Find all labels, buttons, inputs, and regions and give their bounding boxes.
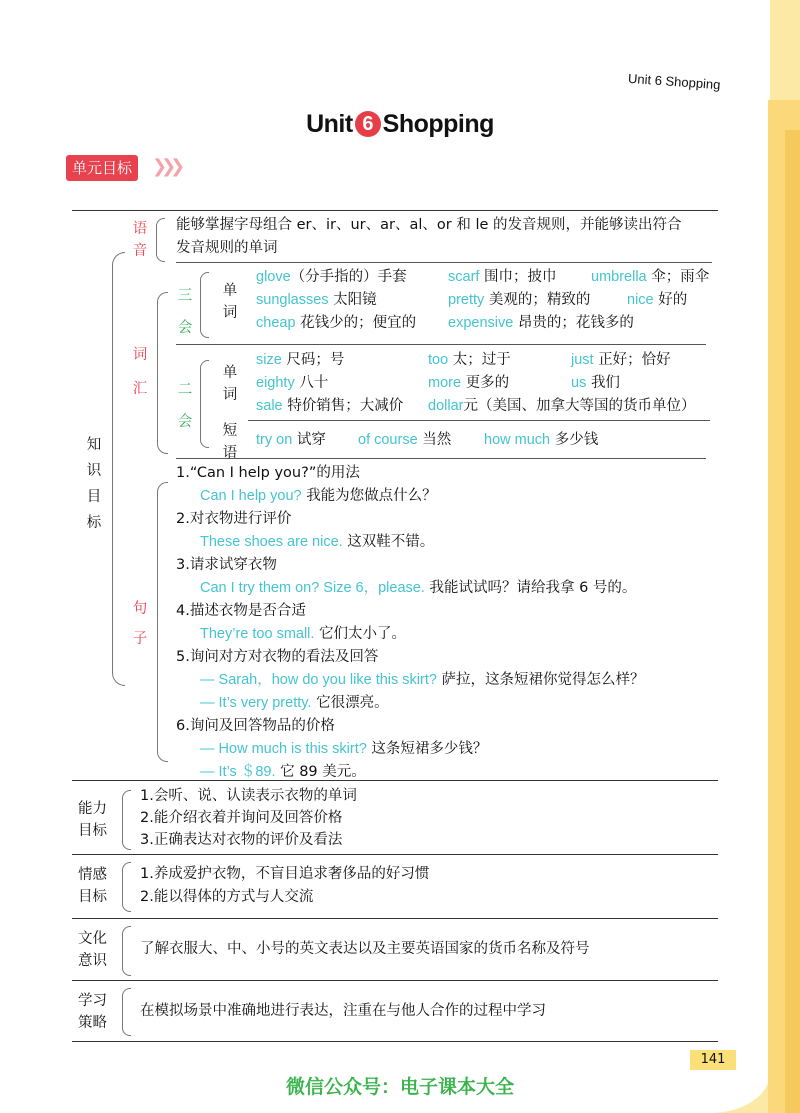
erhui-phrase-label [222,420,238,464]
vocab-item: more 更多的 [428,375,510,391]
table-rule [72,980,718,981]
sentence-example: Can I help you? 我能为您做点什么？ [200,488,437,504]
title-unit: Unit [306,110,353,138]
label-char: 汇 [132,381,148,397]
label-char: 三 [177,288,193,304]
label-char: 音 [132,243,148,259]
row-rule [176,262,712,263]
emotion-label [78,864,107,908]
page-number: 141 [690,1050,736,1070]
culture-text: 了解衣服大、中、小号的英文表达以及主要英语国家的货币名称及符号 [140,941,590,957]
vocab-item: glove（分手指的）手套 [256,269,407,285]
culture-brace [122,926,131,976]
running-head: Unit 6 Shopping [627,70,721,93]
sanhui-word-label [222,280,238,324]
sentence-heading: 6.询问及回答物品的价格 [176,718,335,734]
strategy-label [78,990,107,1034]
pronunciation-label [132,218,148,262]
label-char: 短 [222,423,238,439]
sentence-heading: 4.描述衣物是否合适 [176,603,306,619]
sentence-example: They’re too small. 它们太小了。 [200,626,407,642]
vocab-item: expensive 昂贵的；花钱多的 [448,315,634,331]
emotion-brace [122,862,131,912]
chevron-right-icon: ❯❯❯ [152,156,180,177]
vocab-item: sunglasses 太阳镜 [256,292,377,308]
pronunciation-brace [156,218,165,262]
knowledge-brace [112,252,125,686]
erhui-word-label [222,362,238,406]
label-char: 标 [86,515,102,531]
strategy-text: 在模拟场景中准确地进行表达，注重在与他人合作的过程中学习 [140,1003,546,1019]
label-char: 子 [132,631,148,647]
label-char: 词 [132,347,148,363]
label-line: 学习 [78,993,107,1009]
row-rule [176,458,706,459]
phrase-item: try on 试穿 [256,432,326,448]
label-char: 识 [86,463,102,479]
emotion-item: 1.养成爱护衣物，不盲目追求奢侈品的好习惯 [140,866,430,882]
culture-label [78,928,107,972]
sentence-heading: 5.询问对方对衣物的看法及回答 [176,649,379,665]
vocab-item: size 尺码；号 [256,352,345,368]
strategy-brace [122,988,131,1036]
table-rule [72,918,718,919]
vocab-item: sale 特价销售；大减价 [256,398,404,414]
pronunciation-text-1: 能够掌握字母组合 er、ir、ur、ar、al、or 和 le 的发音规则，并能够读出符合 [176,217,682,233]
page-title [0,110,800,139]
sentence-heading: 3.请求试穿衣物 [176,557,277,573]
label-char: 词 [222,387,238,403]
vocab-item: eighty 八十 [256,375,329,391]
sentence-example: Can I try them on? Size 6，please. 我能试试吗？请给我拿 6 号的。 [200,580,637,596]
label-char: 单 [222,365,238,381]
sentence-example: — It’s very pretty. 它很漂亮。 [200,695,389,711]
title-topic: Shopping [382,110,494,138]
vocab-item: us 我们 [571,375,620,391]
label-char: 会 [177,414,193,430]
label-char: 单 [222,283,238,299]
sentence-example: — It’s ＄89. 它 89 美元。 [200,764,366,780]
row-rule [176,344,706,345]
vocab-item: dollar元（美国、加拿大等国的货币单位） [428,398,696,414]
page-edge-shadow [785,130,800,1113]
vocab-item: scarf 围巾；披巾 [448,269,557,285]
sentence-example: These shoes are nice. 这双鞋不错。 [200,534,435,550]
footer-watermark: 微信公众号：电子课本大全 [285,1076,514,1098]
sanhui-brace [200,272,209,338]
sentence-heading: 1.“Can I help you?”的用法 [176,465,360,481]
sentence-example: — Sarah，how do you like this skirt? 萨拉，这条短裙你觉得怎么样？ [200,672,645,688]
sentence-brace [157,482,168,762]
ability-label [78,798,107,842]
ability-item: 1.会听、说、认读表示衣物的单词 [140,788,357,804]
section-tag: 单元目标 [66,155,138,181]
label-line: 文化 [78,931,107,947]
ability-item: 2.能介绍衣着并询问及回答价格 [140,810,343,826]
erhui-brace [200,360,209,448]
label-line: 目标 [78,823,107,839]
table-rule [72,780,718,781]
row-rule [248,420,710,421]
label-char: 语 [132,221,148,237]
label-char: 会 [177,320,193,336]
label-char: 语 [222,445,238,461]
label-char: 词 [222,305,238,321]
knowledge-label [86,432,102,536]
sanhui-label [177,280,193,344]
phrase-item: how much 多少钱 [484,432,599,448]
erhui-label [177,374,193,438]
vocab-item: cheap 花钱少的；便宜的 [256,315,417,331]
label-line: 情感 [78,867,107,883]
ability-item: 3.正确表达对衣物的评价及看法 [140,832,343,848]
pronunciation-text-2: 发音规则的单词 [176,240,278,256]
vocab-item: umbrella 伞；雨伞 [591,269,710,285]
phrase-item: of course 当然 [358,432,452,448]
table-rule [72,1041,718,1042]
sentence-heading: 2.对衣物进行评价 [176,511,292,527]
label-char: 目 [86,489,102,505]
vocab-item: nice 好的 [627,292,688,308]
label-char: 知 [86,437,102,453]
sentence-label [132,594,148,654]
ability-brace [122,790,131,850]
vocab-item: just 正好；恰好 [571,352,671,368]
emotion-item: 2.能以得体的方式与人交流 [140,889,314,905]
sentence-example: — How much is this skirt? 这条短裙多少钱？ [200,741,488,757]
vocabulary-brace [157,292,168,454]
label-line: 目标 [78,889,107,905]
label-char: 句 [132,601,148,617]
label-line: 能力 [78,801,107,817]
label-char: 二 [177,382,193,398]
vocabulary-label [132,338,148,406]
label-line: 意识 [78,953,107,969]
label-line: 策略 [78,1015,107,1031]
table-rule [72,854,718,855]
vocab-item: pretty 美观的；精致的 [448,292,591,308]
title-unit-number: 6 [355,111,381,137]
vocab-item: too 太；过于 [428,352,511,368]
table-rule [72,210,718,211]
